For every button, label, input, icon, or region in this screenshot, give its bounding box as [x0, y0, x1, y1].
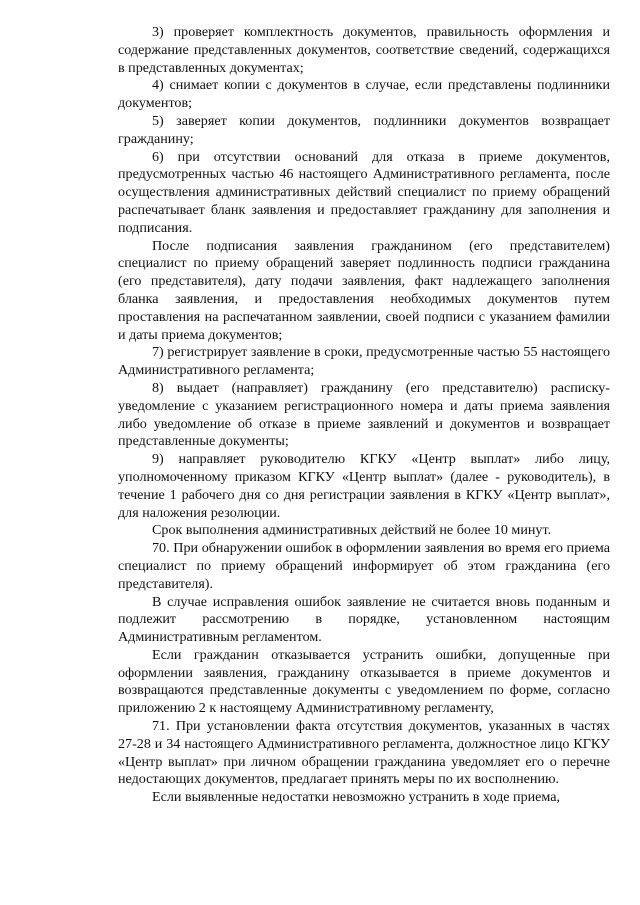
paragraph-item-3: 3) проверяет комплектность документов, правильность оформления и содержание представленных документов, соответствие сведений, содержащихся в представленных документах;: [118, 24, 610, 76]
paragraph-section-70: 70. При обнаружении ошибок в оформлении заявления во время его приема специалист по приему обращений информирует об этом гражданина (его представителя).: [118, 540, 610, 592]
paragraph-section-71: 71. При установлении факта отсутствия документов, указанных в частях 27-28 и 34 настоящего Административного регламента, должностное лицо КГКУ «Центр выплат» при личном обращении гражданина уведомляет его о перечне недостающих документов, предлагает принять меры по их восполнению.: [118, 718, 610, 788]
paragraph-error-correction: В случае исправления ошибок заявление не считается вновь поданным и подлежит рассмотрению в порядке, установленном настоящим Административным регламентом.: [118, 593, 610, 646]
document-body: [118, 24, 610, 807]
paragraph-refusal-to-correct: Если гражданин отказывается устранить ошибки, допущенные при оформлении заявления, гражданину отказывается в приеме документов и возвращаются представленные документы с уведомлением по форме, согласно приложению 2 к настоящему Административному регламенту,: [118, 646, 610, 717]
paragraph-item-9: 9) направляет руководителю КГКУ «Центр выплат» либо лицу, уполномоченному приказом КГКУ «Центр выплат» (далее - руководитель), в течение 1 рабочего дня со дня регистрации заявления в КГКУ «Центр выплат», для наложения резолюции.: [118, 451, 610, 521]
paragraph-after-signing: После подписания заявления гражданином (его представителем) специалист по приему обращений заверяет подлинность подписи гражданина (его представителя), дату подачи заявления, факт надлежащего заполнения бланка заявления, и предоставления необходимых документов путем проставления на распечатанном заявлении, своей подписи с указанием фамилии и даты приема документов;: [118, 237, 610, 343]
paragraph-item-4: 4) снимает копии с документов в случае, если представлены подлинники документов;: [118, 77, 610, 112]
paragraph-item-5: 5) заверяет копии документов, подлинники документов возвращает гражданину;: [118, 112, 610, 147]
paragraph-unfixable-deficiencies: Если выявленные недостатки невозможно устранить в ходе приема,: [152, 789, 561, 806]
paragraph-item-6: 6) при отсутствии оснований для отказа в приеме документов, предусмотренных частью 46 настоящего Административного регламента, после осуществления административных действий специалист по приему обращений распечатывает бланк заявления и предоставляет гражданину для заполнения и подписания.: [118, 148, 610, 236]
paragraph-deadline: Срок выполнения административных действий не более 10 минут.: [152, 522, 552, 539]
paragraph-item-8: 8) выдает (направляет) гражданину (его представителю) расписку-уведомление с указанием регистрационного номера и даты приема заявления либо уведомление об отказе в приеме заявлений и документов и возвращает представленные документы;: [118, 379, 610, 450]
paragraph-item-7: 7) регистрирует заявление в сроки, предусмотренные частью 55 настоящего Административного регламента;: [118, 344, 610, 379]
